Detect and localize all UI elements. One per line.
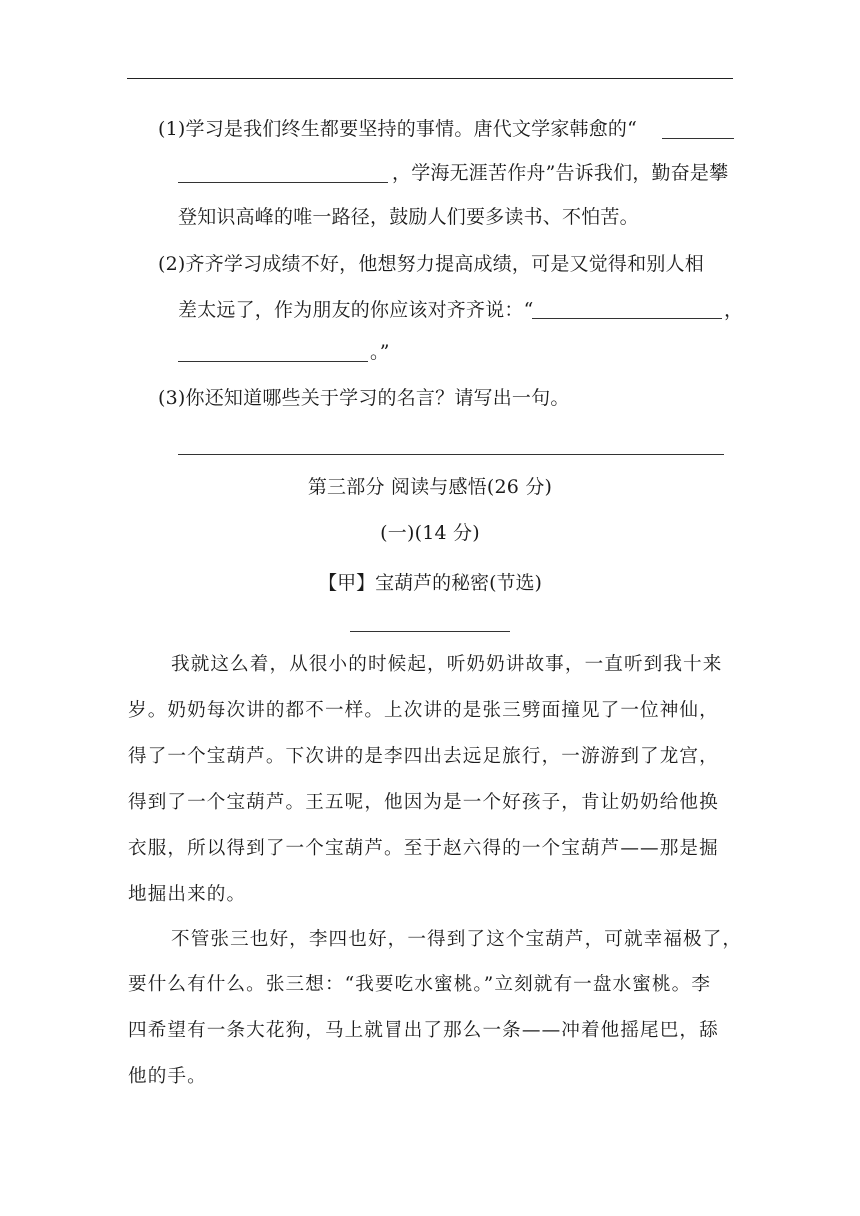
answer-blank-2a[interactable] xyxy=(532,318,722,319)
passage-line: 他的手。 xyxy=(128,1066,207,1087)
passage-line: 岁。奶奶每次讲的都不一样。上次讲的是张三劈面撞见了一位神仙， xyxy=(128,700,719,721)
author-blank xyxy=(350,631,510,632)
answer-blank-2b[interactable] xyxy=(178,361,368,362)
section-subheading: (一)(14 分) xyxy=(380,522,480,544)
passage-line: 得了一个宝葫芦。下次讲的是李四出去远足旅行，一游游到了龙宫， xyxy=(128,746,719,767)
answer-blank-3[interactable] xyxy=(178,454,724,455)
passage-line: 不管张三也好，李四也好，一得到了这个宝葫芦，可就幸福极了， xyxy=(171,929,743,950)
question-2-line-1: (2)齐齐学习成绩不好，他想努力提高成绩，可是又觉得和别人相 xyxy=(158,253,704,275)
passage-line: 得到了一个宝葫芦。王五呢，他因为是一个好孩子，肯让奶奶给他换 xyxy=(128,792,719,813)
passage-title xyxy=(0,568,860,595)
answer-blank-1a[interactable] xyxy=(662,138,734,139)
passage-line: 地掘出来的。 xyxy=(128,884,247,905)
question-2-line-2-prefix: 差太远了，作为朋友的你应该对齐齐说：“ xyxy=(178,299,534,321)
question-1-line-1 xyxy=(158,120,637,139)
question-2-line-3: 。” xyxy=(370,341,390,363)
question-1-line-3: 登知识高峰的唯一路径，鼓励人们要多读书、不怕苦。 xyxy=(178,206,639,228)
question-1-prompt: (1)学习是我们终生都要坚持的事情。唐代文学家韩愈的“ xyxy=(158,118,638,140)
question-2-line-2-suffix: ， xyxy=(724,299,744,321)
question-1-line-2: ，学海无涯苦作舟”告诉我们，勤奋是攀 xyxy=(392,162,729,184)
passage-line: 我就这么着，从很小的时候起，听奶奶讲故事，一直听到我十来 xyxy=(171,654,723,675)
header-rule xyxy=(127,78,733,79)
question-3-line-1: (3)你还知道哪些关于学习的名言？请写出一句。 xyxy=(158,387,570,409)
passage-line: 衣服，所以得到了一个宝葫芦。至于赵六得的一个宝葫芦——那是掘 xyxy=(128,838,719,859)
passage-line: 要什么有什么。张三想：“我要吃水蜜桃。”立刻就有一盘水蜜桃。李 xyxy=(128,974,712,995)
passage-title-suffix: (节选) xyxy=(489,572,542,594)
passage-title-main: 【甲】宝葫芦的秘密 xyxy=(318,572,490,594)
passage-line: 四希望有一条大花狗，马上就冒出了那么一条——冲着他摇尾巴，舔 xyxy=(128,1020,719,1041)
section-heading: 第三部分 阅读与感悟(26 分) xyxy=(307,476,553,498)
answer-blank-1b[interactable] xyxy=(178,182,388,183)
